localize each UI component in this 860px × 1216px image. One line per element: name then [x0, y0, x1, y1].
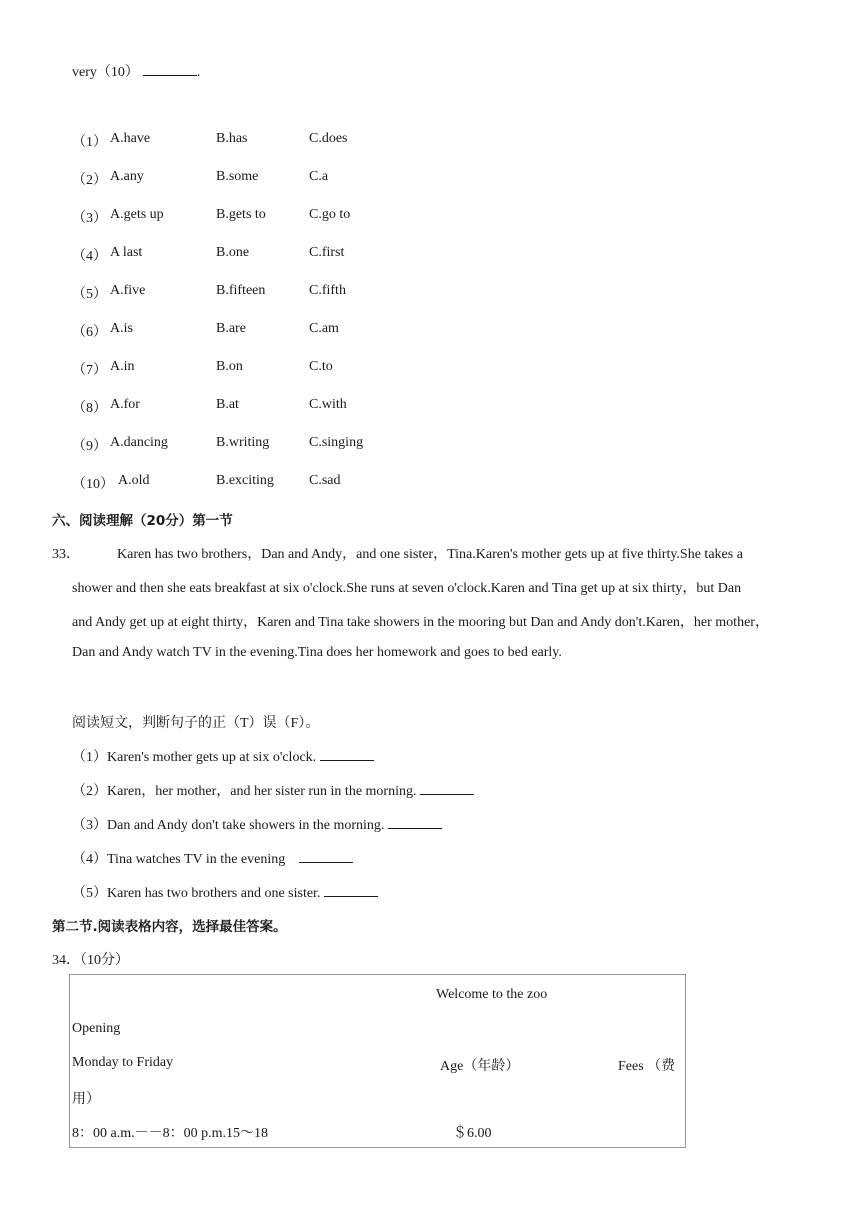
- option-c: C.go to: [309, 207, 351, 222]
- option-b: B.at: [216, 397, 239, 412]
- answer-blank[interactable]: [420, 782, 474, 795]
- option-b: B.some: [216, 169, 259, 184]
- section-heading: 第二节.阅读表格内容，选择最佳答案。: [52, 919, 287, 935]
- option-b: B.on: [216, 359, 243, 374]
- table-title: Welcome to the zoo: [436, 987, 548, 1002]
- true-false-item: [72, 814, 442, 834]
- question-number: 34．（10分）: [52, 953, 129, 968]
- table-row-time-age: 8：00 a.m.－－8：00 p.m.15～18: [72, 1126, 268, 1141]
- opening-label: Opening: [72, 1021, 121, 1036]
- option-c: C.singing: [309, 435, 364, 450]
- table-row-fee: ＄6.00: [453, 1126, 492, 1141]
- option-c: C.to: [309, 359, 333, 374]
- days-label: Monday to Friday: [72, 1055, 174, 1070]
- true-false-statement: （4）Tina watches TV in the evening: [72, 852, 286, 867]
- option-a: A.is: [110, 321, 133, 336]
- fill-in-line: [72, 61, 200, 81]
- option-number: （2）: [72, 173, 107, 188]
- answer-blank[interactable]: [324, 884, 378, 897]
- true-false-item: [72, 746, 374, 766]
- option-number: （4）: [72, 249, 107, 264]
- option-number: （9）: [72, 439, 107, 454]
- fill-in-prefix: very（10）: [72, 65, 139, 80]
- option-number: （10）: [72, 477, 114, 492]
- option-c: C.first: [309, 245, 345, 260]
- true-false-statement: （2）Karen，her mother，and her sister run in the morning.: [72, 784, 417, 799]
- true-false-statement: （5）Karen has two brothers and one sister.: [72, 886, 321, 901]
- section-heading: 六、阅读理解（20分）第一节: [52, 513, 233, 529]
- passage-line: Karen has two brothers，Dan and Andy，and one sister，Tina.Karen's mother gets up at five thirty.She takes a: [117, 547, 743, 562]
- option-a: A.dancing: [110, 435, 168, 450]
- age-header: Age（年龄）: [440, 1059, 520, 1074]
- option-a: A.in: [110, 359, 135, 374]
- answer-blank[interactable]: [320, 748, 374, 761]
- option-number: （8）: [72, 401, 107, 416]
- passage-line: and Andy get up at eight thirty，Karen and Tina take showers in the mooring but Dan and Andy don't.Karen，her mother，: [72, 615, 769, 630]
- option-b: B.exciting: [216, 473, 274, 488]
- option-a: A last: [110, 245, 143, 260]
- true-false-item: [72, 882, 378, 902]
- answer-blank[interactable]: [299, 850, 353, 863]
- fees-header-cont: 用）: [72, 1092, 100, 1107]
- zoo-table: [69, 974, 686, 1148]
- option-a: A.any: [110, 169, 144, 184]
- answer-blank[interactable]: [388, 816, 442, 829]
- answer-blank[interactable]: [143, 63, 197, 76]
- option-number: （6）: [72, 325, 107, 340]
- option-b: B.are: [216, 321, 246, 336]
- option-c: C.does: [309, 131, 348, 146]
- true-false-item: [72, 848, 353, 868]
- option-number: （3）: [72, 211, 107, 226]
- true-false-statement: （1）Karen's mother gets up at six o'clock.: [72, 750, 317, 765]
- fees-header: Fees （费: [618, 1059, 676, 1074]
- instruction-text: 阅读短文，判断句子的正（T）误（F）。: [72, 716, 320, 731]
- option-b: B.has: [216, 131, 248, 146]
- option-a: A.old: [118, 473, 150, 488]
- true-false-statement: （3）Dan and Andy don't take showers in the morning.: [72, 818, 385, 833]
- passage-line: shower and then she eats breakfast at six o'clock.She runs at seven o'clock.Karen and Tina get up at six thirty，but Dan: [72, 581, 742, 596]
- question-number: 33．: [52, 547, 80, 562]
- true-false-item: [72, 780, 474, 800]
- option-a: A.five: [110, 283, 146, 298]
- option-c: C.sad: [309, 473, 341, 488]
- option-a: A.gets up: [110, 207, 164, 222]
- option-b: B.writing: [216, 435, 270, 450]
- option-b: B.gets to: [216, 207, 266, 222]
- option-a: A.have: [110, 131, 151, 146]
- option-c: C.fifth: [309, 283, 346, 298]
- option-number: （5）: [72, 287, 107, 302]
- option-b: B.one: [216, 245, 250, 260]
- option-number: （7）: [72, 363, 107, 378]
- passage-line: Dan and Andy watch TV in the evening.Tina does her homework and goes to bed early.: [72, 645, 562, 660]
- option-b: B.fifteen: [216, 283, 266, 298]
- option-c: C.a: [309, 169, 329, 184]
- option-a: A.for: [110, 397, 140, 412]
- option-c: C.am: [309, 321, 339, 336]
- option-c: C.with: [309, 397, 347, 412]
- fill-in-suffix: .: [196, 65, 201, 80]
- option-number: （1）: [72, 135, 107, 150]
